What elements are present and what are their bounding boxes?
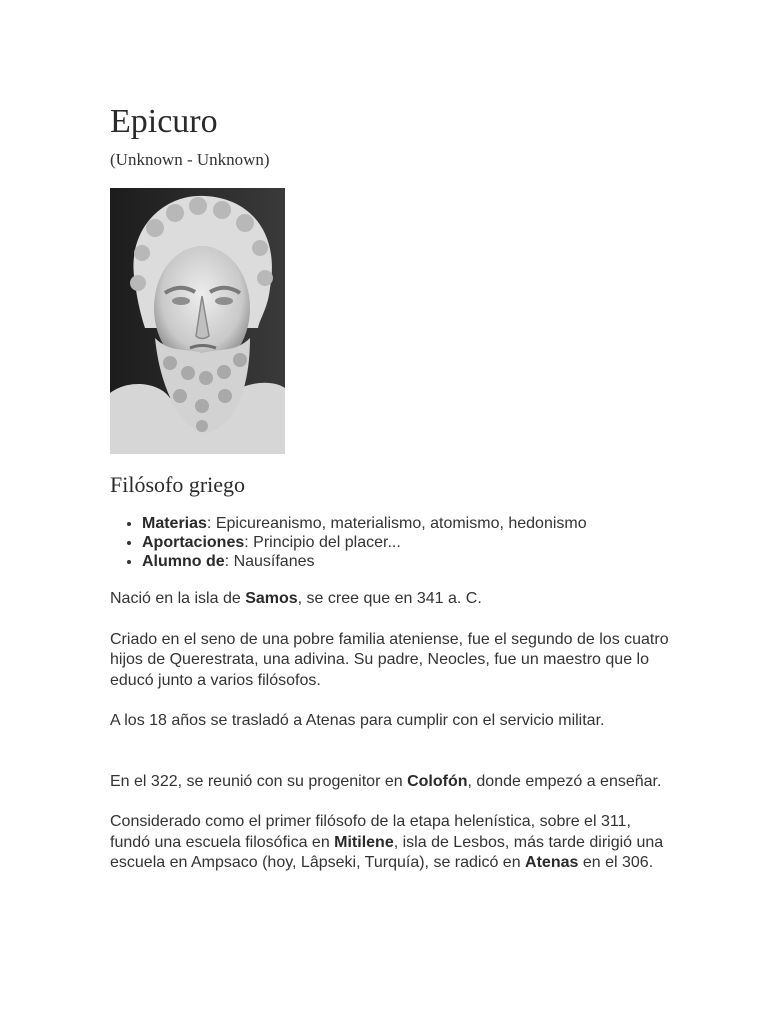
paragraph-colofon: En el 322, se reunió con su progenitor en Colofón, donde empezó a enseñar. <box>110 772 662 790</box>
life-dates: (Unknown - Unknown) <box>110 150 270 169</box>
place-atenas: Atenas <box>525 854 579 871</box>
paragraph-military: A los 18 años se trasladó a Atenas para cumplir con el servicio militar. <box>110 712 605 729</box>
fact-value: : Epicureanismo, materialismo, atomismo, hedonismo <box>206 515 587 532</box>
portrait-bust-image <box>110 188 285 454</box>
paragraph-birth: Nació en la isla de Samos, se cree que en 341 a. C. <box>110 590 482 607</box>
fact-label: Aportaciones <box>142 534 245 551</box>
fact-value: : Principio del placer... <box>244 534 401 551</box>
paragraph-school: Considerado como el primer filósofo de la etapa helenística, sobre el 311, fundó una escuela filosófica en Mitilene, isla de Lesbos, más tarde dirigió una escuela en Ampsaco (hoy, Lâpseki, Turquía), se radicó en Atenas en el 306. <box>110 813 664 871</box>
section-heading: Filósofo griego <box>110 472 246 497</box>
fact-item-alumno-de <box>142 552 670 571</box>
fact-value: : Nausífanes <box>224 553 315 570</box>
place-samos: Samos <box>245 590 298 607</box>
page-title: Epicuro <box>110 103 218 140</box>
place-colofon: Colofón <box>407 772 468 790</box>
document-page <box>110 100 670 894</box>
fact-label: Alumno de <box>142 553 225 570</box>
fact-item-aportaciones <box>142 533 670 552</box>
spacer <box>110 752 670 772</box>
place-mitilene: Mitilene <box>334 833 394 851</box>
fact-item-materias <box>142 514 670 533</box>
facts-list <box>110 514 670 571</box>
fact-label: Materias <box>142 515 207 532</box>
paragraph-family: Criado en el seno de una pobre familia ateniense, fue el segundo de los cuatro hijos de Querestrata, una adivina. Su padre, Neocles, fue un maestro que lo educó junto a varios filósofos. <box>110 630 669 689</box>
